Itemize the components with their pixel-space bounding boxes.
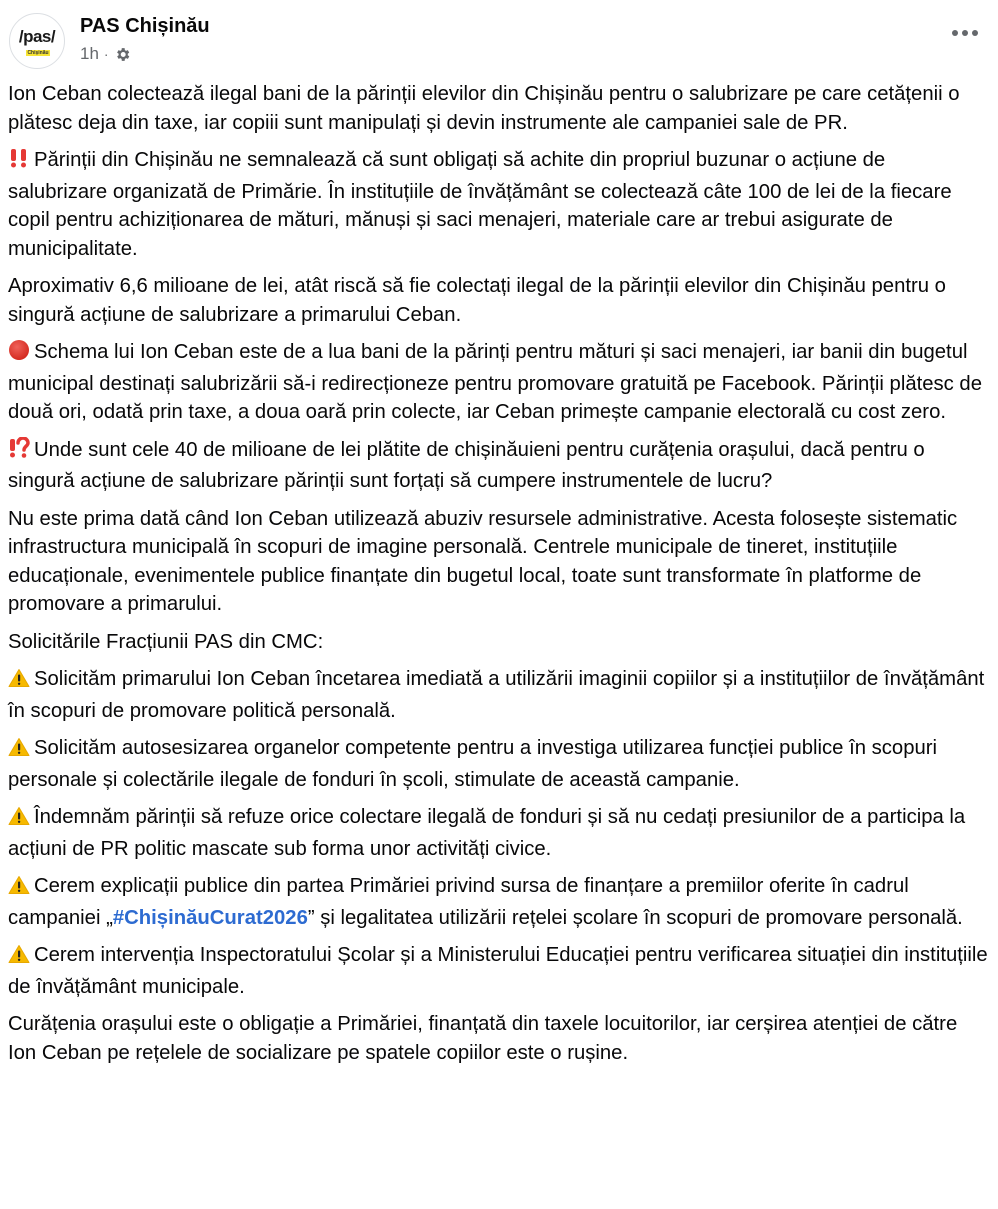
- hashtag-link[interactable]: #ChișinăuCurat2026: [112, 906, 308, 929]
- paragraph-text: Nu este prima dată când Ion Ceban utilizează abuziv resursele administrative. Acesta folosește sistematic infrastructura municipală în scopuri de imagine personală. Centrele municipale de tineret, instituțiile educaționale, evenimentele publice finanțate din bugetul local, toate sunt transformate în platforme de promovare a primarului.: [8, 507, 958, 615]
- warning-icon: [8, 806, 30, 835]
- paragraph-text: Îndemnăm părinții să refuze orice colectare ilegală de fonduri și să nu cedați presiunilor de a participa la acțiuni de PR politic mascate sub forma unor activități civice.: [8, 806, 966, 860]
- paragraph-text: Ion Ceban colectează ilegal bani de la părinții elevilor din Chișinău pentru o salubrizare pe care cetățenii o plătesc deja din taxe, iar copiii sunt manipulați și devin instrumente ale campaniei sale de PR.: [8, 83, 960, 134]
- gear-icon[interactable]: [114, 46, 131, 63]
- post-paragraph: [8, 628, 990, 657]
- meta-separator: ·: [103, 46, 109, 62]
- double-exclamation-icon: [8, 147, 30, 178]
- more-dot: [962, 30, 968, 36]
- paragraph-text: Curățenia orașului este o obligație a Primăriei, finanțată din taxele locuitorilor, iar cerșirea atenției de către Ion Ceban pe rețelele de socializare pe spatele copiilor este o rușine.: [8, 1013, 958, 1064]
- post-paragraph: [8, 436, 990, 496]
- paragraph-text: Părinții din Chișinău ne semnalează că sunt obligați să achite din propriul buzunar o acțiune de salubrizare organizată de Primărie. În instituțiile de învățământ se colectează câte 100 de lei de la fiecare copil pentru achiziționarea de mături, mănuși și saci menajeri, materiale care ar trebui asigurate de municipalitate.: [8, 149, 952, 260]
- more-dot: [952, 30, 958, 36]
- avatar-logo-text: /pas/: [18, 27, 56, 46]
- post-paragraph: [8, 146, 990, 263]
- warning-icon: [8, 875, 30, 904]
- paragraph-text: Unde sunt cele 40 de milioane de lei plătite de chișinăuieni pentru curățenia orașului, dacă pentru o singură acțiune de salubrizare părinții sunt forțați să cumpere instrumentele de lucru?: [8, 438, 925, 492]
- post-timestamp[interactable]: 1h: [80, 44, 99, 63]
- post-header: [0, 0, 998, 80]
- post-paragraph: [8, 803, 990, 863]
- red-circle-icon: [8, 339, 30, 370]
- paragraph-text: Solicităm primarului Ion Ceban încetarea imediată a utilizării imaginii copiilor și a instituțiilor de învățământ în scopuri de promovare politică personală.: [8, 668, 985, 722]
- paragraph-text: Aproximativ 6,6 milioane de lei, atât riscă să fie colectați ilegal de la părinții elevilor din Chișinău pentru o singură acțiune de salubrizare a primarului Ceban.: [8, 275, 946, 326]
- paragraph-text: Solicităm autosesizarea organelor competente pentru a investiga utilizarea funcției publice în scopuri personale și colectările ilegale de fonduri în școli, stimulate de această campanie.: [8, 737, 938, 791]
- avatar-logo-tag: Chișinău: [27, 50, 49, 56]
- paragraph-text: Solicitările Fracțiunii PAS din CMC:: [8, 630, 324, 653]
- post-paragraph: [8, 941, 990, 1001]
- warning-icon: [8, 737, 30, 766]
- post-paragraph: [8, 338, 990, 427]
- page-avatar[interactable]: [9, 13, 65, 69]
- post-paragraph: [8, 505, 990, 619]
- post-paragraph: [8, 665, 990, 725]
- more-options-button[interactable]: [952, 30, 978, 36]
- post-paragraph: [8, 1010, 990, 1067]
- paragraph-text: Cerem explicații publice din partea Primăriei privind sursa de finanțare a premiilor oferite în cadrul campaniei „: [8, 875, 909, 929]
- paragraph-text: Cerem intervenția Inspectoratului Școlar și a Ministerului Educației pentru verificarea situației din instituțiile de învățământ municipale.: [8, 944, 988, 998]
- post-paragraph: [8, 734, 990, 794]
- paragraph-text: Schema lui Ion Ceban este de a lua bani de la părinți pentru mături și saci menajeri, iar banii din bugetul municipal destinați salubrizării să-i redirecționeze pentru promovare gratuită pe Facebook. Părinții plătesc de două ori, odată prin taxe, a doua oară prin colecte, iar Ceban primește campanie electorală cu cost zero.: [8, 341, 982, 423]
- exclamation-question-icon: [8, 437, 30, 468]
- paragraph-text: ” și legalitatea utilizării rețelei școlare în scopuri de promovare personală.: [307, 906, 963, 929]
- more-dot: [972, 30, 978, 36]
- post-body: [0, 80, 998, 1067]
- post-meta: [80, 44, 131, 64]
- post-paragraph: [8, 272, 990, 329]
- post-paragraph: [8, 80, 990, 137]
- warning-icon: [8, 944, 30, 973]
- page-name-link[interactable]: PAS Chișinău: [80, 15, 210, 37]
- warning-icon: [8, 668, 30, 697]
- post-paragraph: [8, 872, 990, 932]
